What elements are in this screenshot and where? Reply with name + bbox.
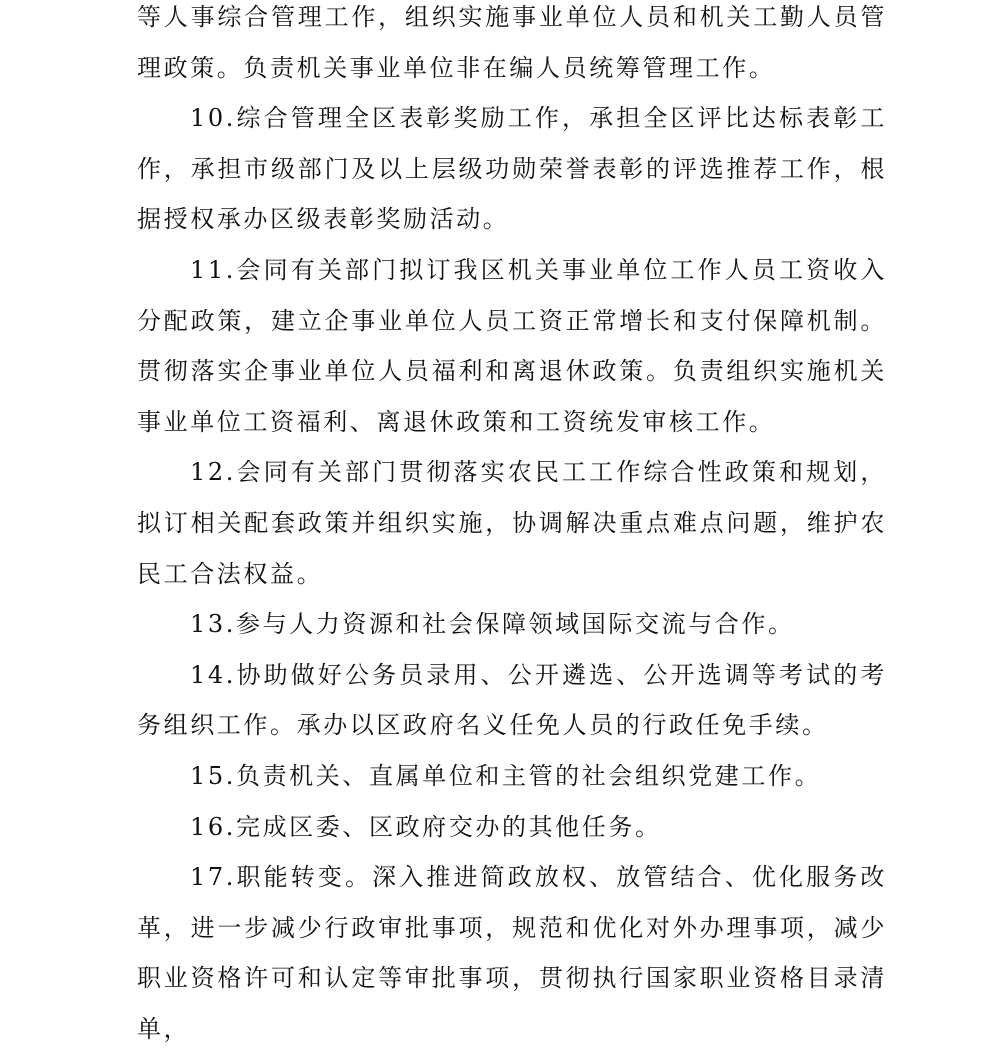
paragraph-item-12: 12.会同有关部门贯彻落实农民工工作综合性政策和规划，拟订相关配套政策并组织实施，协调解决重点难点问题，维护农民工合法权益。 (137, 458, 887, 588)
paragraph-item-16: 16.完成区委、区政府交办的其他任务。 (190, 812, 662, 841)
paragraph-item-14: 14.协助做好公务员录用、公开遴选、公开选调等考试的考务组织工作。承办以区政府名义任免人员的行政任免手续。 (137, 660, 887, 740)
paragraph-item-11: 11.会同有关部门拟订我区机关事业单位工作人员工资收入分配政策，建立企事业单位人员工资正常增长和支付保障机制。贯彻落实企事业单位人员福利和离退休政策。负责组织实施机关事业单位工资福利、离退休政策和工资统发审核工作。 (137, 255, 887, 436)
paragraph-item-17: 17.职能转变。深入推进简政放权、放管结合、优化服务改革，进一步减少行政审批事项，规范和优化对外办理事项，减少职业资格许可和认定等审批事项，贯彻执行国家职业资格目录清单， (137, 863, 887, 1043)
document-body (137, 0, 887, 1054)
paragraph-continued: 等人事综合管理工作，组织实施事业单位人员和机关工勤人员管理政策。负责机关事业单位非在编人员统筹管理工作。 (137, 3, 887, 82)
paragraph-item-15: 15.负责机关、直属单位和主管的社会组织党建工作。 (190, 761, 822, 790)
paragraph-item-10: 10.综合管理全区表彰奖励工作，承担全区评比达标表彰工作，承担市级部门及以上层级功勋荣誉表彰的评选推荐工作，根据授权承办区级表彰奖励活动。 (137, 104, 887, 234)
paragraph-item-13: 13.参与人力资源和社会保障领域国际交流与合作。 (190, 610, 795, 639)
